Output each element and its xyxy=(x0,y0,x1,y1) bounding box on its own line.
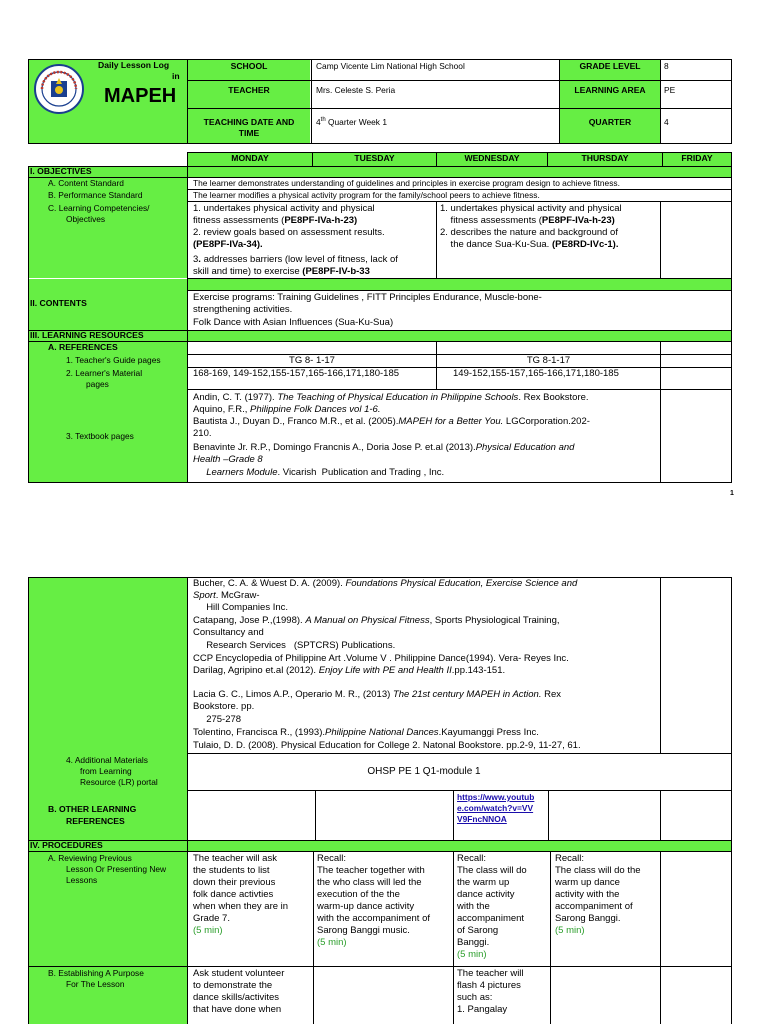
textbook-entry: Consultancy and xyxy=(193,627,264,638)
text-line: Banggi. xyxy=(457,937,490,948)
text-line: accompaniment of xyxy=(555,901,633,912)
procedures-heading: IV. PROCEDURES xyxy=(30,840,103,850)
day-wednesday: WEDNESDAY xyxy=(464,153,520,163)
textbook-entry: Benavinte Jr. R.P., Domingo Francnis A., Doria Jose P. et.al (2013).Physical Education and xyxy=(193,442,575,453)
youtube-link-line[interactable]: V9FncNNOA xyxy=(457,814,507,824)
text-line: with the xyxy=(457,901,490,912)
textbook-entry: Learners Module. Vicarish Publication and Trading , Inc. xyxy=(193,467,445,478)
competency-line: 2. describes the nature and background of xyxy=(440,227,618,238)
text-line: down their previous xyxy=(193,877,276,888)
learners-material-mon-tue: 168-169, 149-152,155-157,165-166,171,180-185 xyxy=(193,368,400,379)
text-line: dance activity xyxy=(457,889,515,900)
deped-seal-logo xyxy=(34,64,84,114)
competencies-label-2: Objectives xyxy=(66,214,106,224)
additional-materials-value: OHSP PE 1 Q1-module 1 xyxy=(367,766,481,777)
other-references-label: B. OTHER LEARNING xyxy=(48,804,137,814)
text-line: The teacher will xyxy=(457,968,524,979)
text-line: 1. Pangalay xyxy=(457,1004,508,1015)
log-title: Daily Lesson Log xyxy=(98,60,170,70)
text-line: that have done when xyxy=(193,1004,282,1015)
additional-materials-label-2: from Learning xyxy=(80,766,132,776)
text-line: flash 4 pictures xyxy=(457,980,521,991)
time-note: (5 min) xyxy=(457,949,487,960)
learners-material-label: 2. Learner's Material xyxy=(66,368,143,378)
text-line: The class will do the xyxy=(555,865,641,876)
grade-label: GRADE LEVEL xyxy=(579,61,641,71)
youtube-link-line[interactable]: https://www.youtub xyxy=(457,792,535,802)
performance-standard-label: B. Performance Standard xyxy=(48,190,143,200)
text-line: Sarong Banggi music. xyxy=(317,925,410,936)
textbook-entry: Lacia G. C., Limos A.P., Operario M. R., (2013) The 21st century MAPEH in Action. Rex xyxy=(193,689,562,700)
text-line: with the accompaniment of xyxy=(317,913,431,924)
date-label: TEACHING DATE AND xyxy=(203,117,295,127)
text-line: execution of the the xyxy=(317,889,400,900)
contents-line: Exercise programs: Training Guidelines , FITT Principles Endurance, Muscle-bone- xyxy=(193,292,542,303)
day-friday: FRIDAY xyxy=(681,153,713,163)
school-label: SCHOOL xyxy=(230,61,268,71)
competency-line: fitness assessments (PE8PF-IVa-h-23) xyxy=(440,215,615,226)
competency-line: 1. undertakes physical activity and physical xyxy=(193,203,375,214)
time-note: (5 min) xyxy=(555,925,585,936)
text-line: to demonstrate the xyxy=(193,980,273,991)
text-line: Sarong Banggi. xyxy=(555,913,621,924)
content-standard-label: A. Content Standard xyxy=(48,178,124,188)
quarter-label: QUARTER xyxy=(588,117,632,127)
textbook-entry: Tolentino, Francisca R., (1993).Philippine National Dances.Kayumanggi Press Inc. xyxy=(193,727,539,738)
textbook-entry: 275-278 xyxy=(193,714,242,725)
time-note: (5 min) xyxy=(317,937,347,948)
competency-line: 3. addresses barriers (low level of fitness, lack of xyxy=(193,254,398,265)
reviewing-label-3: Lessons xyxy=(66,875,98,885)
contents-line: strengthening activities. xyxy=(193,304,293,315)
textbook-entry: 210. xyxy=(193,428,212,439)
learners-material-wed-thu: 149-152,155-157,165-166,171,180-185 xyxy=(453,368,619,379)
additional-materials-label-3: Resource (LR) portal xyxy=(80,777,158,787)
learning-area-label: LEARNING AREA xyxy=(574,85,646,95)
teachers-guide-label: 1. Teacher's Guide pages xyxy=(66,355,161,365)
text-line: Recall: xyxy=(317,853,347,864)
textbook-entry: Catapang, Jose P.,(1998). A Manual on Physical Fitness, Sports Physiological Training, xyxy=(193,615,560,626)
text-line: dance skills/activites xyxy=(193,992,280,1003)
learners-material-label-2: pages xyxy=(86,379,109,389)
page-number: 1 xyxy=(730,490,734,497)
text-line: Ask student volunteer xyxy=(193,968,285,979)
text-line: warm up dance xyxy=(555,877,620,888)
text-line: Recall: xyxy=(457,853,487,864)
subject-title: MAPEH xyxy=(104,85,177,107)
competency-line: fitness assessments (PE8PF-IVa-h-23) xyxy=(193,215,358,226)
performance-standard-text: The learner modifies a physical activity program for the family/school peers to achieve fitness. xyxy=(193,190,540,200)
youtube-link-line[interactable]: e.com/watch?v=VV xyxy=(457,803,534,813)
competency-line: skill and time) to exercise (PE8PF-IV-b-33 xyxy=(193,266,370,277)
contents-line: Folk Dance with Asian Influences (Sua-Ku-Sua) xyxy=(193,317,394,328)
quarter-value: 4 xyxy=(664,117,669,127)
teachers-guide-mon-tue: TG 8- 1-17 xyxy=(289,355,335,366)
teacher-value: Mrs. Celeste S. Peria xyxy=(316,85,396,95)
objectives-heading: I. OBJECTIVES xyxy=(30,166,92,176)
reviewing-label: A. Reviewing Previous xyxy=(48,853,132,863)
textbook-entry: Research Services (SPTCRS) Publications. xyxy=(193,640,396,651)
competency-line: (PE8PF-IVa-34). xyxy=(193,239,263,250)
competencies-label: C. Learning Competencies/ xyxy=(48,203,150,213)
log-title-in: in xyxy=(172,71,180,81)
textbook-entry: Bucher, C. A. & Wuest D. A. (2009). Foundations Physical Education, Exercise Science and xyxy=(193,578,578,589)
competency-line: the dance Sua-Ku-Sua. (PE8RD-IVc-1). xyxy=(440,239,619,250)
text-line: the warm up xyxy=(457,877,510,888)
establishing-purpose-label-2: For The Lesson xyxy=(66,979,125,989)
text-line: Grade 7. xyxy=(193,913,230,924)
other-references-label-2: REFERENCES xyxy=(66,816,125,826)
textbook-entry: Hill Companies Inc. xyxy=(193,602,289,613)
text-line: the who class will led the xyxy=(317,877,422,888)
date-value: 4th Quarter Week 1 xyxy=(316,117,387,127)
textbook-label: 3. Textbook pages xyxy=(66,431,134,441)
teachers-guide-wed-thu: TG 8-1-17 xyxy=(526,355,571,366)
text-line: Recall: xyxy=(555,853,585,864)
text-line: The class will do xyxy=(457,865,527,876)
textbook-entry: Tulaio, D. D. (2008). Physical Education for College 2. Natonal Bookstore. pp.2-9, 11-27, 61. xyxy=(193,740,581,751)
textbook-entry: CCP Encyclopedia of Philippine Art .Volume V . Philippine Dance(1994). Vera- Reyes Inc. xyxy=(193,653,569,664)
learning-area-value: PE xyxy=(664,85,676,95)
competency-line: 1. undertakes physical activity and physical xyxy=(440,203,622,214)
text-line: of Sarong xyxy=(457,925,499,936)
textbook-entry: Health –Grade 8 xyxy=(193,454,263,465)
date-label-2: TIME xyxy=(238,128,260,138)
school-value: Camp Vicente Lim National High School xyxy=(316,61,465,71)
reviewing-label-2: Lesson Or Presenting New xyxy=(66,864,167,874)
textbook-entry: Aquino, F.R., Philippine Folk Dances vol 1-6. xyxy=(193,404,381,415)
contents-heading: II. CONTENTS xyxy=(30,298,87,308)
competency-line: 2. review goals based on assessment results. xyxy=(193,227,385,238)
day-tuesday: TUESDAY xyxy=(354,153,395,163)
time-note: (5 min) xyxy=(193,925,223,936)
text-line: activity with the xyxy=(555,889,620,900)
text-line: the students to list xyxy=(193,865,270,876)
textbook-entry: Bookstore. pp. xyxy=(193,701,255,712)
text-line: The teacher together with xyxy=(317,865,425,876)
text-line: folk dance activties xyxy=(193,889,274,900)
content-standard-text: The learner demonstrates understanding of guidelines and principles in exercise program design to achieve fitness. xyxy=(193,178,620,188)
textbook-entry: Sport. McGraw- xyxy=(193,590,260,601)
additional-materials-label: 4. Additional Materials xyxy=(66,755,148,765)
textbook-entry: Bautista J., Duyan D., Franco M.R., et al. (2005).MAPEH for a Better You. LGCorporation.202- xyxy=(193,416,590,427)
text-line: such as: xyxy=(457,992,493,1003)
day-thursday: THURSDAY xyxy=(581,153,629,163)
text-line: warm-up dance activity xyxy=(317,901,415,912)
textbook-entry: Andin, C. T. (1977). The Teaching of Physical Education in Philippine Schools. Rex Bookstore. xyxy=(193,392,589,403)
textbook-entry: Darilag, Agripino et.al (2012). Enjoy Life with PE and Health II.pp.143-151. xyxy=(193,665,506,676)
teacher-label: TEACHER xyxy=(228,85,270,95)
grade-value: 8 xyxy=(664,61,669,71)
resources-heading: III. LEARNING RESOURCES xyxy=(30,330,144,340)
text-line: when when they are in xyxy=(193,901,289,912)
establishing-purpose-label: B. Establishing A Purpose xyxy=(48,968,144,978)
text-line: accompaniment xyxy=(457,913,525,924)
references-heading: A. REFERENCES xyxy=(48,342,118,352)
text-line: The teacher will ask xyxy=(193,853,277,864)
day-monday: MONDAY xyxy=(231,153,269,163)
